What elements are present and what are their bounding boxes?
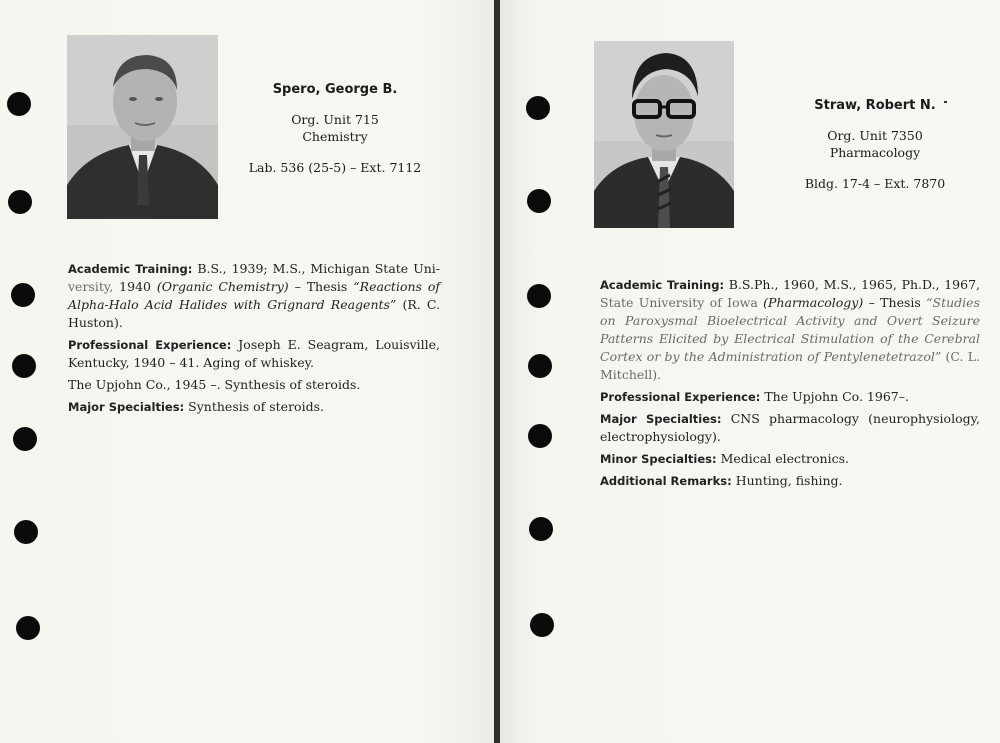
- punch-hole: [16, 616, 40, 640]
- professional-experience-label: Professional Experience:: [68, 338, 232, 352]
- academic-training-label: Academic Training:: [600, 278, 725, 292]
- punch-hole: [526, 96, 550, 120]
- left-page: [0, 0, 494, 743]
- punch-hole: [7, 92, 31, 116]
- major-specialties: Major Specialties: CNS pharmacology (neurophysiology, electrophysiology).: [600, 411, 980, 444]
- punch-hole: [528, 424, 552, 448]
- person-name: Spero, George B.: [272, 82, 398, 97]
- professional-experience: Professional Experience: The Upjohn Co. 1967–.: [600, 389, 909, 404]
- major-specialties-label: Major Specialties:: [600, 412, 722, 426]
- department: Pharmacology: [829, 145, 921, 160]
- academic-training: Academic Training: B.S., 1939; M.S., Michigan State Uni- versity, 1940 (Organic Chemistry) – Thesis “Reactions of Alpha-Halo Acid Halides with Grignard Reagents” (R. C. Huston).: [68, 261, 440, 330]
- additional-remarks: Additional Remarks: Hunting, fishing.: [600, 473, 843, 488]
- location-extension: Bldg. 17-4 – Ext. 7870: [804, 176, 946, 191]
- punch-hole: [14, 520, 38, 544]
- print-speck: [944, 101, 947, 103]
- thesis-title: “Studies on Paroxysmal Bioelectrical Activity and Overt Seizure Patterns Elicited by Electrical Stimulation of the Cerebral Cortex or by the Administration of Pentylenetetrazol”: [600, 295, 980, 364]
- minor-specialties: Minor Specialties: Medical electronics.: [600, 451, 849, 466]
- right-page: [500, 0, 1000, 743]
- portrait-photo-straw: [594, 41, 734, 228]
- major-specialties-label: Major Specialties:: [68, 400, 185, 414]
- punch-hole: [529, 517, 553, 541]
- person-name: Straw, Robert N.: [814, 98, 936, 113]
- profile-body: [600, 276, 980, 494]
- academic-training-label: Academic Training:: [68, 262, 193, 276]
- location-extension: Lab. 536 (25-5) – Ext. 7112: [248, 160, 422, 175]
- punch-hole: [11, 283, 35, 307]
- department: Chemistry: [302, 129, 368, 144]
- punch-hole: [8, 190, 32, 214]
- additional-remarks-label: Additional Remarks:: [600, 474, 732, 488]
- thesis-title: “Reactions of Alpha-Halo Acid Halides with Grignard Reagents”: [68, 279, 440, 312]
- punch-hole: [527, 284, 551, 308]
- punch-hole: [13, 427, 37, 451]
- profile-body: [68, 260, 440, 420]
- professional-experience: Professional Experience: Joseph E. Seagram, Louisville, Kentucky, 1940 – 41. Aging of whiskey.: [68, 337, 440, 370]
- academic-training: Academic Training: B.S.Ph., 1960, M.S., 1965, Ph.D., 1967, State University of Iowa (Pharmacology) – Thesis “Studies on Paroxysmal Bioelectrical Activity and Overt Seizure Patterns Elicited by Electrical Stimulation of the Cerebral Cortex or by the Administration of Pentylenetetrazol” (C. L. Mitchell).: [600, 277, 980, 382]
- professional-experience-2: The Upjohn Co., 1945 –. Synthesis of steroids.: [68, 377, 361, 392]
- portrait-photo-spero: [67, 35, 218, 219]
- org-unit: Org. Unit 7350: [827, 128, 923, 143]
- minor-specialties-label: Minor Specialties:: [600, 452, 717, 466]
- punch-hole: [530, 613, 554, 637]
- professional-experience-label: Professional Experience:: [600, 390, 761, 404]
- org-unit: Org. Unit 715: [291, 112, 379, 127]
- header-block: [226, 82, 444, 176]
- punch-hole: [528, 354, 552, 378]
- header-block: [766, 98, 984, 192]
- punch-hole: [527, 189, 551, 213]
- major-specialties: Major Specialties: Synthesis of steroids.: [68, 399, 324, 414]
- punch-hole: [12, 354, 36, 378]
